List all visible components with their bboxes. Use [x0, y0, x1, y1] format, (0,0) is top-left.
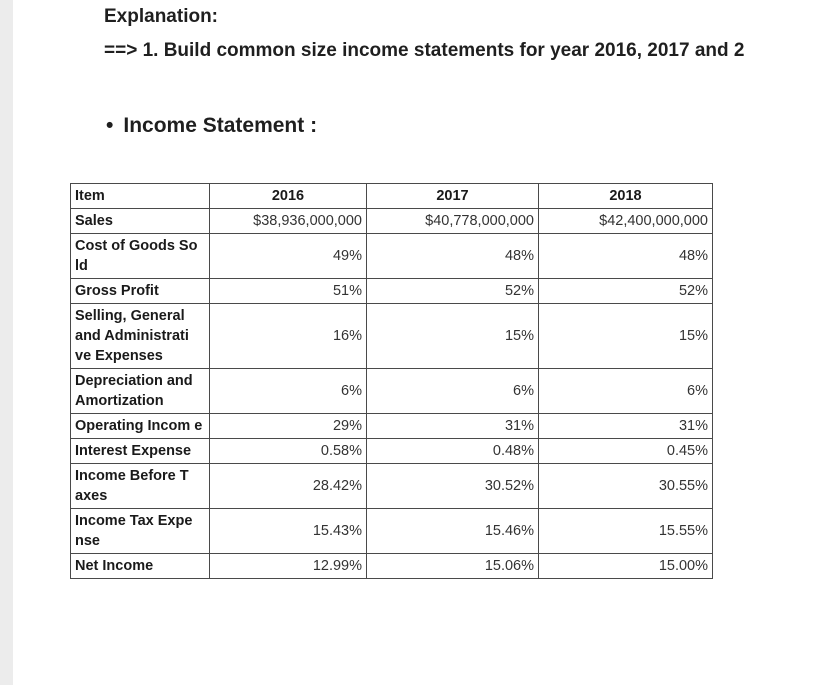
row-label: Net Income	[71, 554, 210, 579]
income-statement-heading: Income Statement :	[123, 114, 318, 137]
cell-2017: 6%	[367, 369, 539, 414]
cell-2018: 31%	[539, 414, 713, 439]
step-text: ==> 1. Build common size income statements for year 2016, 2017 and 2	[104, 40, 745, 61]
table-row	[71, 209, 713, 234]
bullet-icon: •	[106, 114, 114, 137]
header-2017: 2017	[367, 184, 539, 209]
cell-2016: 49%	[210, 234, 367, 279]
cell-2017: 31%	[367, 414, 539, 439]
cell-2016: 28.42%	[210, 464, 367, 509]
row-label: Income Before T axes	[71, 464, 210, 509]
table-row	[71, 234, 713, 279]
cell-2017: 48%	[367, 234, 539, 279]
table-row	[71, 414, 713, 439]
table-row	[71, 509, 713, 554]
table-row	[71, 279, 713, 304]
cell-2016: $38,936,000,000	[210, 209, 367, 234]
cell-2017: 30.52%	[367, 464, 539, 509]
row-label: Cost of Goods So ld	[71, 234, 210, 279]
table-row	[71, 369, 713, 414]
cell-2018: 48%	[539, 234, 713, 279]
cell-2016: 15.43%	[210, 509, 367, 554]
header-2018: 2018	[539, 184, 713, 209]
cell-2017: $40,778,000,000	[367, 209, 539, 234]
table-row	[71, 554, 713, 579]
table-row	[71, 304, 713, 369]
row-label: Income Tax Expe nse	[71, 509, 210, 554]
cell-2017: 15.46%	[367, 509, 539, 554]
row-label: Depreciation and Amortization	[71, 369, 210, 414]
cell-2017: 0.48%	[367, 439, 539, 464]
row-label: Interest Expense	[71, 439, 210, 464]
cell-2017: 52%	[367, 279, 539, 304]
cell-2018: 6%	[539, 369, 713, 414]
cell-2017: 15.06%	[367, 554, 539, 579]
cell-2018: $42,400,000,000	[539, 209, 713, 234]
cell-2018: 15.55%	[539, 509, 713, 554]
cell-2016: 29%	[210, 414, 367, 439]
cell-2018: 15%	[539, 304, 713, 369]
cell-2016: 12.99%	[210, 554, 367, 579]
row-label: Gross Profit	[71, 279, 210, 304]
row-label: Selling, General and Administrati ve Expenses	[71, 304, 210, 369]
header-item: Item	[71, 184, 210, 209]
bullet-heading-row	[104, 114, 317, 138]
cell-2016: 51%	[210, 279, 367, 304]
header-2016: 2016	[210, 184, 367, 209]
cell-2018: 52%	[539, 279, 713, 304]
table-header-row	[71, 184, 713, 209]
table-row	[71, 464, 713, 509]
row-label: Operating Incom e	[71, 414, 210, 439]
cell-2018: 15.00%	[539, 554, 713, 579]
cell-2018: 0.45%	[539, 439, 713, 464]
row-label: Sales	[71, 209, 210, 234]
cell-2017: 15%	[367, 304, 539, 369]
cell-2016: 0.58%	[210, 439, 367, 464]
table-row	[71, 439, 713, 464]
income-statement-table	[70, 183, 713, 579]
cell-2018: 30.55%	[539, 464, 713, 509]
cell-2016: 16%	[210, 304, 367, 369]
cell-2016: 6%	[210, 369, 367, 414]
explanation-label: Explanation:	[104, 6, 219, 27]
